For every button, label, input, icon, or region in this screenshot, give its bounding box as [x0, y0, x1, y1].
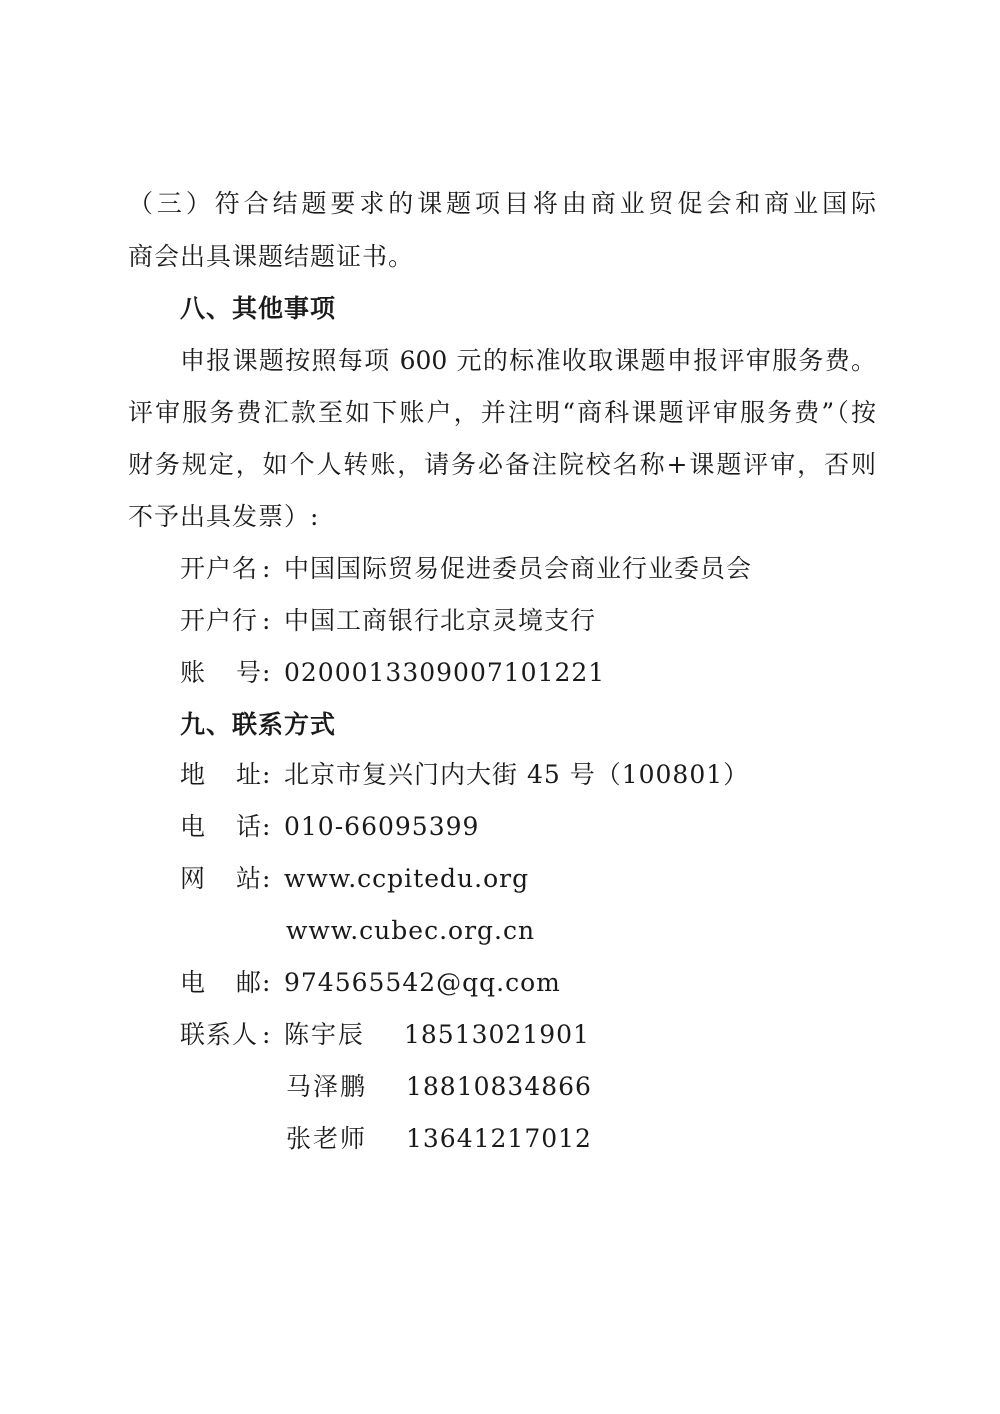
- section-eight-para-line-3: 财务规定，如个人转账，请务必备注院校名称+课题评审，否则: [128, 450, 876, 479]
- contact-row-1: [180, 1018, 590, 1052]
- contacts-colon: :: [262, 1020, 272, 1049]
- section-three-line-1: （三）符合结题要求的课题项目将由商业贸促会和商业国际: [128, 189, 876, 218]
- website-row: [180, 862, 529, 896]
- account-number-value: 0200013309007101221: [284, 658, 606, 687]
- account-name-colon: :: [262, 554, 272, 583]
- contact-row-3: [286, 1122, 592, 1156]
- account-name-value: 中国国际贸易促进委员会商业行业委员会: [284, 554, 753, 583]
- email-colon: :: [262, 968, 272, 997]
- website-link-1[interactable]: www.ccpitedu.org: [284, 864, 530, 893]
- contacts-label: 联系人: [180, 1020, 259, 1049]
- bank-value: 中国工商银行北京灵境支行: [284, 606, 597, 635]
- section-eight-para-line-1: 申报课题按照每项 600 元的标准收取课题申报评审服务费。: [180, 346, 876, 375]
- website-colon: :: [262, 864, 272, 893]
- section-eight-para-line-4: 不予出具发票）:: [128, 502, 320, 531]
- section-three-line-2: 商会出具课题结题证书。: [128, 242, 415, 271]
- address-colon: :: [262, 760, 272, 789]
- phone-value: 010-66095399: [284, 812, 480, 841]
- contact-phone: 18513021901: [404, 1020, 590, 1049]
- section-nine-heading: 九、联系方式: [180, 710, 337, 739]
- email-link[interactable]: 974565542@qq.com: [284, 968, 561, 997]
- address-label: 地 址: [180, 760, 262, 789]
- phone-colon: :: [262, 812, 272, 841]
- account-number-colon: :: [262, 658, 272, 687]
- account-number-label: 账 号: [180, 658, 262, 687]
- contact-row-2: [286, 1070, 592, 1104]
- contact-name: 马泽鹏: [286, 1072, 368, 1101]
- address-row: [180, 758, 749, 792]
- section-eight-para-line-2: 评审服务费汇款至如下账户，并注明“商科课题评审服务费”（按: [128, 398, 876, 427]
- website-label: 网 站: [180, 864, 262, 893]
- contact-name: 张老师: [286, 1124, 368, 1153]
- section-eight-heading: 八、其他事项: [180, 294, 337, 323]
- account-name-label: 开户名: [180, 554, 259, 583]
- contact-phone: 18810834866: [406, 1072, 592, 1101]
- bank-colon: :: [262, 606, 272, 635]
- bank-row: [180, 604, 596, 638]
- email-row: [180, 966, 561, 1000]
- website-link-2[interactable]: www.cubec.org.cn: [286, 916, 536, 945]
- address-value: 北京市复兴门内大街 45 号（100801）: [284, 760, 750, 789]
- contact-name: 陈宇辰: [284, 1020, 366, 1049]
- account-number-row: [180, 656, 605, 690]
- contact-phone: 13641217012: [406, 1124, 592, 1153]
- account-name-row: [180, 552, 752, 586]
- bank-label: 开户行: [180, 606, 259, 635]
- phone-row: [180, 810, 479, 844]
- email-label: 电 邮: [180, 968, 262, 997]
- website-row-2: [286, 914, 535, 948]
- phone-label: 电 话: [180, 812, 262, 841]
